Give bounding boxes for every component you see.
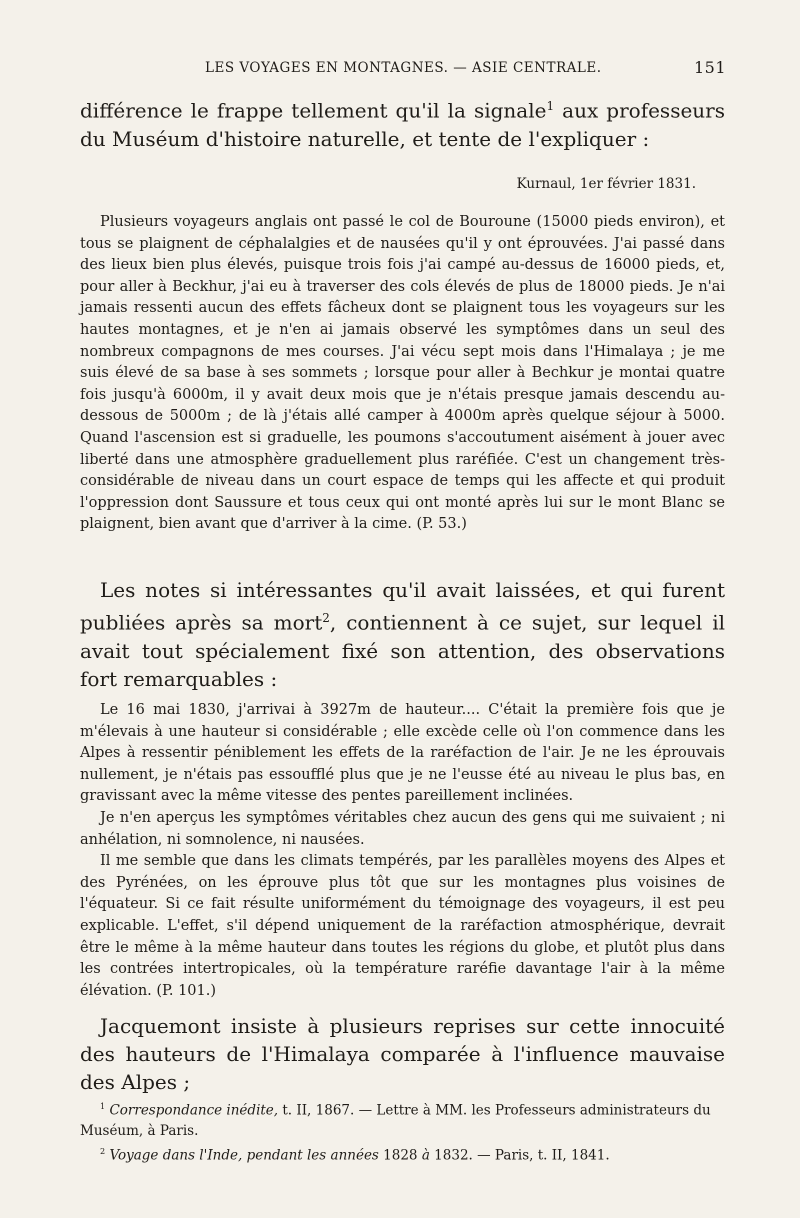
running-header <box>80 58 726 82</box>
quote-paragraph: Il me semble que dans les climats tempérés, par les parallèles moyens des Alpes et des Pyrénées, on les éprouve plus tôt que sur les montagnes plus voisines de l'équateur. Si ce fait résulte uniformément du témoignage des voyageurs, il est peu explicable. L'effet, s'il dépend uniquement de la raréfaction atmosphérique, devrait être le même à la même hauteur dans toutes les régions du globe, et plutôt plus dans les contrées intertropicales, où la température raréfie davantage l'air à la même élévation. (P. 101.) <box>80 853 725 999</box>
quotation-notes <box>80 700 725 1002</box>
quotation-letter <box>80 212 725 536</box>
footnote-title: Correspondance inédite, <box>109 1102 279 1119</box>
running-title: LES VOYAGES EN MONTAGNES. — ASIE CENTRALE. <box>205 60 602 76</box>
footnote-ref-1: 1 <box>546 99 555 113</box>
footnotes <box>80 1096 725 1165</box>
intro-paragraph <box>80 92 725 153</box>
notes-paragraph <box>80 576 725 693</box>
footnote-number: 2 <box>100 1145 106 1156</box>
intro-text-a: différence le frappe tellement qu'il la signale <box>80 98 547 123</box>
quote-paragraph: Le 16 mai 1830, j'arrivai à 3927m de hauteur.... C'était la première fois que je m'élevais à une hauteur si considérable ; elle excède celle où l'on commence dans les Alpes à ressentir péniblement les effets de la raréfaction de l'air. Je ne les éprouvais nullement, je n'étais pas essoufflé plus que je ne l'eusse été au niveau le plus bas, en gravissant avec la même vitesse des pentes pareillement inclinées. <box>80 702 725 805</box>
footnote-title: à <box>421 1147 430 1163</box>
footnote-title: Voyage dans l'Inde, pendant les années <box>109 1147 379 1163</box>
quote-paragraph: Plusieurs voyageurs anglais ont passé le col de Bouroune (15000 pieds environ), et tous se plaignent de céphalalgies et de nausées qu'il y ont éprouvées. J'ai passé dans des lieux bien plus élevés, puisque trois fois j'ai campé au-dessus de 16000 pieds, et, pour aller à Beckhur, j'ai eu à traverser des cols élevés de plus de 18000 pieds. Je n'ai jamais ressenti aucun des effets fâcheux dont se plaignent tous les voyageurs sur les hautes montagnes, et je n'en ai jamais observé les symptômes dans un seul des nombreux compagnons de mes courses. J'ai vécu sept mois dans l'Himalaya ; je me suis élevé de sa base à ses sommets ; lorsque pour aller à Bechkur je montai quatre fois jusqu'à 6000m, il y avait deux mois que je n'étais presque jamais descendu au-dessous de 5000m ; de là j'étais allé camper à 4000m après quelque séjour à 5000. Quand l'ascension est si graduelle, les poumons s'accoutument aisément à jouer avec liberté dans une atmosphère graduellement plus raréfiée. C'est un changement très-considérable de niveau dans un court espace de temps qui les affecte et qui produit l'oppression dont Saussure et tous ceux qui ont monté après lui sur le mont Blanc se plaignent, bien avant que d'arriver à la cime. (P. 53.) <box>80 214 725 533</box>
footnote-2 <box>80 1141 725 1166</box>
page-number: 151 <box>693 58 726 77</box>
footnote-text: 1828 <box>378 1147 422 1163</box>
quote-paragraph: Je n'en aperçus les symptômes véritables chez aucun des gens qui me suivaient ; ni anhélation, ni somnolence, ni nausées. <box>80 809 725 848</box>
jacquemont-paragraph: Jacquemont insiste à plusieurs reprises sur cette innocuité des hauteurs de l'Himalaya comparée à l'influence mauvaise des Alpes ; <box>80 1014 725 1094</box>
footnote-text: 1832. — Paris, t. II, 1841. <box>429 1147 610 1163</box>
footnote-ref-2: 2 <box>322 611 330 625</box>
footnote-text: t. II, 1867. — Lettre à MM. les Professeurs administrateurs du Muséum, à Paris. <box>80 1102 711 1139</box>
letter-dateline: Kurnaul, 1er février 1831. <box>516 176 696 192</box>
footnote-1 <box>80 1096 725 1141</box>
intro-text-b: aux professeurs du Muséum d'histoire naturelle, et tente de l'expliquer : <box>80 98 725 151</box>
notes-text-b: , contiennent à ce sujet, sur lequel il avait tout spécialement fixé son attention, des observations fort remarquables : <box>80 610 725 691</box>
footnote-number: 1 <box>100 1101 106 1111</box>
notes-text-a: Les notes si intéressantes qu'il avait laissées, et qui furent publiées après sa mort <box>80 578 725 635</box>
